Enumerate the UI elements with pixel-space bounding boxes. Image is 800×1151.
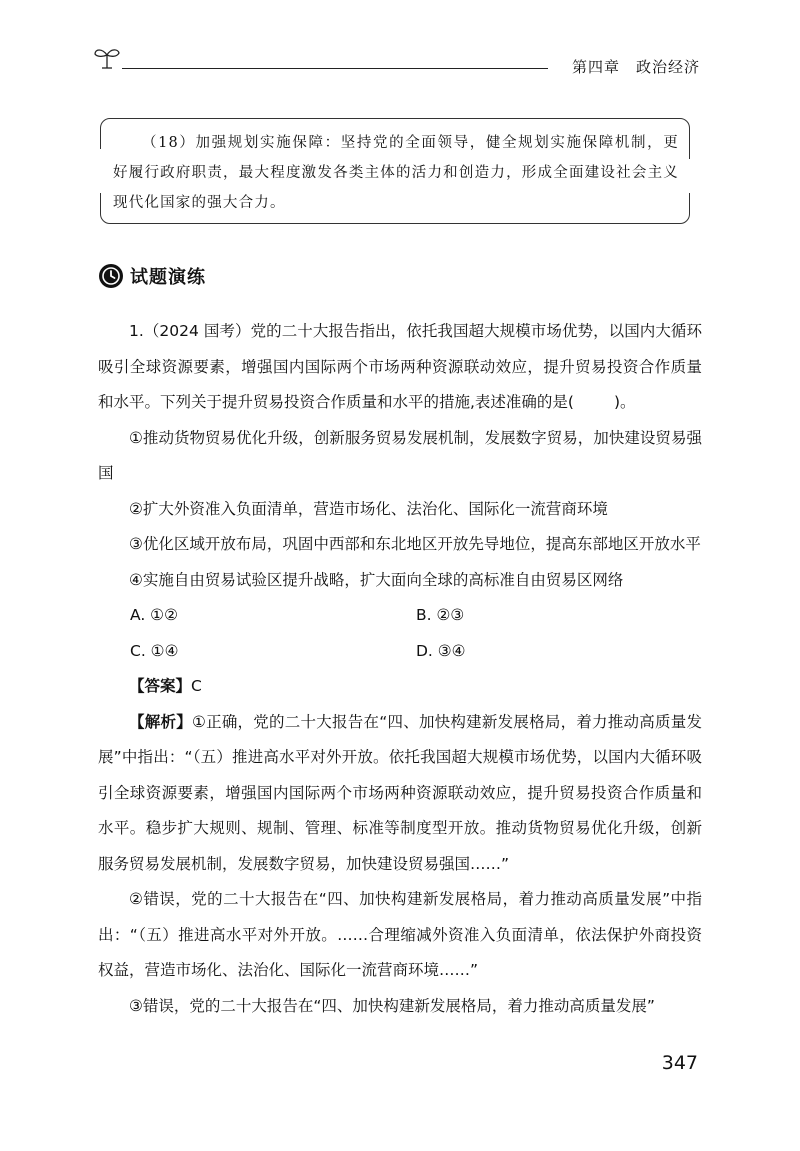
- question-stem: 1.（2024 国考）党的二十大报告指出，依托我国超大规模市场优势，以国内大循环吸引全球资源要素，增强国内国际两个市场两种资源联动效应，提升贸易投资合作质量和水平。下列关于提升贸易投资合作质量和水平的措施,表述准确的是( )。: [98, 322, 702, 411]
- header-rule: [122, 68, 548, 69]
- question-block: [98, 314, 702, 1024]
- analysis-3: ③错误，党的二十大报告在“四、加快构建新发展格局，着力推动高质量发展”: [129, 996, 655, 1015]
- option-b: B. ②③: [416, 606, 465, 624]
- note-text: （18）加强规划实施保障：坚持党的全面领导，健全规划实施保障机制，更好履行政府职责，最大程度激发各类主体的活力和创造力，形成全面建设社会主义现代化国家的强大合力。: [113, 135, 679, 211]
- statement-3: ③优化区域开放布局，巩固中西部和东北地区开放先导地位，提高东部地区开放水平: [129, 535, 701, 553]
- option-a: A. ①②: [130, 606, 178, 624]
- page-header: [92, 40, 700, 80]
- sprout-icon: [92, 42, 122, 72]
- answer-tag: 【答案】: [129, 677, 192, 695]
- clock-icon: [98, 263, 124, 289]
- analysis-1: 【解析】①正确，党的二十大报告在“四、加快构建新发展格局，着力推动高质量发展”中指出：“（五）推进高水平对外开放。依托我国超大规模市场优势，以国内大循环吸引全球资源要素，增强国内国际两个市场两种资源联动效应，提升贸易投资合作质量和水平。稳步扩大规则、规制、管理、标准等制度型开放。推动货物贸易优化升级，创新服务贸易发展机制，发展数字贸易，加快建设贸易强国……”: [98, 712, 702, 873]
- section-title: 试题演练: [130, 267, 206, 288]
- analysis-2: ②错误，党的二十大报告在“四、加快构建新发展格局，着力推动高质量发展”中指出：“（五）推进高水平对外开放。……合理缩减外资准入负面清单，依法保护外商投资权益，营造市场化、法治化、国际化一流营商环境……”: [98, 890, 702, 979]
- analysis-tag: 【解析】: [129, 712, 192, 731]
- option-c: C. ①④: [130, 641, 179, 660]
- chapter-heading: [572, 56, 700, 77]
- note-box: [100, 118, 690, 224]
- answer-line: [98, 669, 702, 705]
- statement-1: ①推动货物贸易优化升级，创新服务贸易发展机制，发展数字贸易，加快建设贸易强国: [98, 428, 702, 482]
- box-gap-left: [99, 149, 103, 193]
- chapter-number: 第四章: [571, 58, 620, 76]
- answer-value: C: [191, 677, 202, 695]
- statement-2: ②扩大外资准入负面清单，营造市场化、法治化、国际化一流营商环境: [129, 499, 608, 518]
- option-d: D. ③④: [416, 641, 466, 660]
- section-heading: [98, 262, 206, 290]
- chapter-title: 政治经济: [635, 58, 700, 76]
- statement-4: ④实施自由贸易试验区提升战略，扩大面向全球的高标准自由贸易区网络: [129, 570, 624, 589]
- box-gap-right: [687, 159, 691, 193]
- options-row: [98, 598, 702, 634]
- options-row: [98, 634, 702, 670]
- page-number: 347: [661, 1052, 698, 1074]
